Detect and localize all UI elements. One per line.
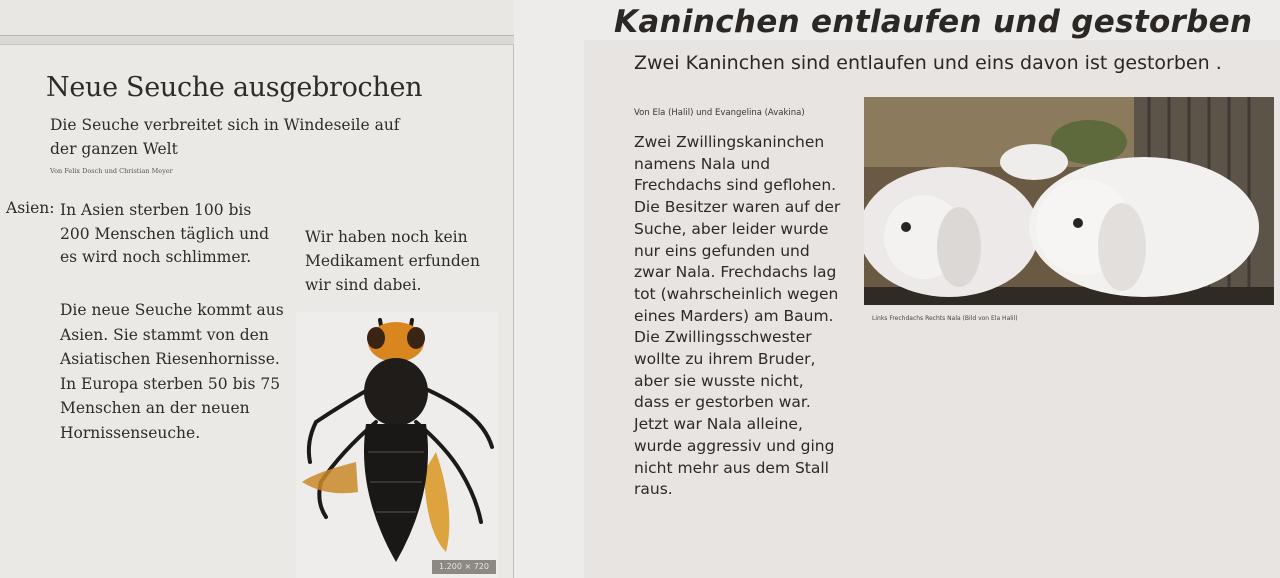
right-article-title: Kaninchen entlaufen und gestorben: [614, 4, 1253, 40]
left-article-subheadline: Die Seuche verbreitet sich in Windeseile auf der ganzen Welt: [50, 116, 400, 158]
asia-label: Asien:: [6, 199, 55, 217]
right-article-subtitle: Zwei Kaninchen sind entlaufen und eins davon ist gestorben .: [634, 52, 1222, 74]
hornet-photo-caption: 1.200 × 720: [432, 560, 496, 574]
left-article-quote: Wir haben noch kein Medikament erfunden wir sind dabei.: [305, 228, 480, 294]
right-article-body: Zwei Zwillingskaninchen namens Nala und Frechdachs sind geflohen. Die Besitzer waren auf der Suche, aber leider wurde nur eins gefunden und zwar Nala. Frechdachs lag tot (wahrscheinlich wegen eines Marders) am Baum. Die Zwillingsschwester wollte zu ihrem Bruder, aber sie wusste nicht, dass er gestorben war. Jetzt war Nala alleine, wurde aggressiv und ging nicht mehr aus dem Stall raus.: [634, 133, 841, 499]
left-article-byline: Von Felix Dosch und Christian Meyer: [50, 167, 173, 175]
left-article-body: Die neue Seuche kommt aus Asien. Sie stammt von den Asiatischen Riesenhornisse. In Europa sterben 50 bis 75 Menschen an der neuen Hornissenseuche.: [60, 301, 284, 442]
asia-paragraph: In Asien sterben 100 bis 200 Menschen täglich und es wird noch schlimmer.: [60, 201, 270, 266]
left-article-headline: Neue Seuche ausgebrochen: [46, 72, 423, 103]
rabbit-photo-caption: Links Frechdachs Rechts Nala (Bild von Ela Halil): [872, 315, 1018, 322]
right-article-byline: Von Ela (Halil) und Evangelina (Avakina): [634, 108, 805, 118]
rabbit-photo: [864, 97, 1274, 305]
hornet-photo: [296, 312, 498, 578]
